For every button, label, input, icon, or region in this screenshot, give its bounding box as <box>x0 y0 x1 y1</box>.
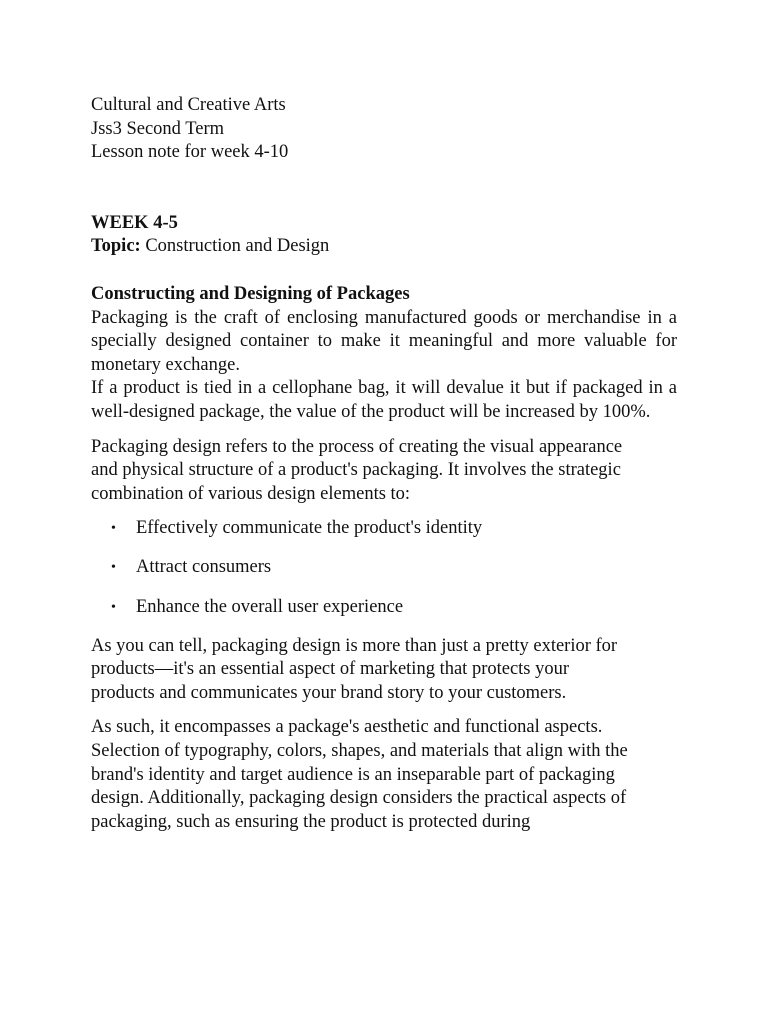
bullet-icon: • <box>111 599 116 615</box>
paragraph-aesthetic-functional <box>91 716 677 834</box>
paragraph-line: products and communicates your brand story to your customers. <box>91 682 567 703</box>
paragraph-packaging-definition: Packaging is the craft of enclosing manufactured goods or merchandise in a specially designed container to make it meaningful and more valuable for monetary exchange. <box>91 307 677 375</box>
spacer <box>91 425 677 436</box>
paragraph-line: products—it's an essential aspect of marketing that protects your <box>91 659 570 680</box>
topic-label: Topic: <box>91 236 141 257</box>
class-term-line: Jss3 Second Term <box>91 118 224 139</box>
bullet-icon: • <box>111 560 116 576</box>
paragraph-line: packaging, such as ensuring the product is protected during <box>91 811 531 832</box>
paragraph-line: As you can tell, packaging design is more than just a pretty exterior for <box>91 635 618 656</box>
paragraph-packaging-design <box>91 436 677 507</box>
section-heading: Constructing and Designing of Packages <box>91 283 410 304</box>
bullet-icon: • <box>111 521 116 537</box>
spacer <box>91 705 677 716</box>
list-item <box>91 596 677 620</box>
design-goals-list <box>91 517 677 619</box>
paragraph-line: design. Additionally, packaging design considers the practical aspects of <box>91 788 627 809</box>
week-heading: WEEK 4-5 <box>91 212 178 233</box>
spacer <box>91 506 677 517</box>
list-item-text: Attract consumers <box>136 557 272 578</box>
paragraph-line: As such, it encompasses a package's aesthetic and functional aspects. <box>91 717 603 738</box>
list-item-text: Effectively communicate the product's identity <box>136 518 483 539</box>
paragraph-line: brand's identity and target audience is an inseparable part of packaging <box>91 764 615 785</box>
paragraph-marketing <box>91 635 677 706</box>
topic-line <box>91 235 677 259</box>
list-item <box>91 517 677 541</box>
spacer <box>91 165 677 212</box>
lesson-range-line: Lesson note for week 4-10 <box>91 142 289 163</box>
paragraph-line: Packaging design refers to the process of creating the visual appearance <box>91 436 623 457</box>
paragraph-line: combination of various design elements to: <box>91 483 411 504</box>
spacer <box>91 259 677 283</box>
subject-line: Cultural and Creative Arts <box>91 95 286 115</box>
list-item-text: Enhance the overall user experience <box>136 596 404 617</box>
paragraph-line: and physical structure of a product's packaging. It involves the strategic <box>91 460 621 481</box>
page-content <box>91 94 677 834</box>
topic-value: Construction and Design <box>140 236 330 257</box>
list-item <box>91 556 677 580</box>
paragraph-line: Selection of typography, colors, shapes, and materials that align with the <box>91 740 628 761</box>
paragraph-cellophane-example: If a product is tied in a cellophane bag, it will devalue it but if packaged in a well-designed package, the value of the product will be increased by 100%. <box>91 378 677 422</box>
